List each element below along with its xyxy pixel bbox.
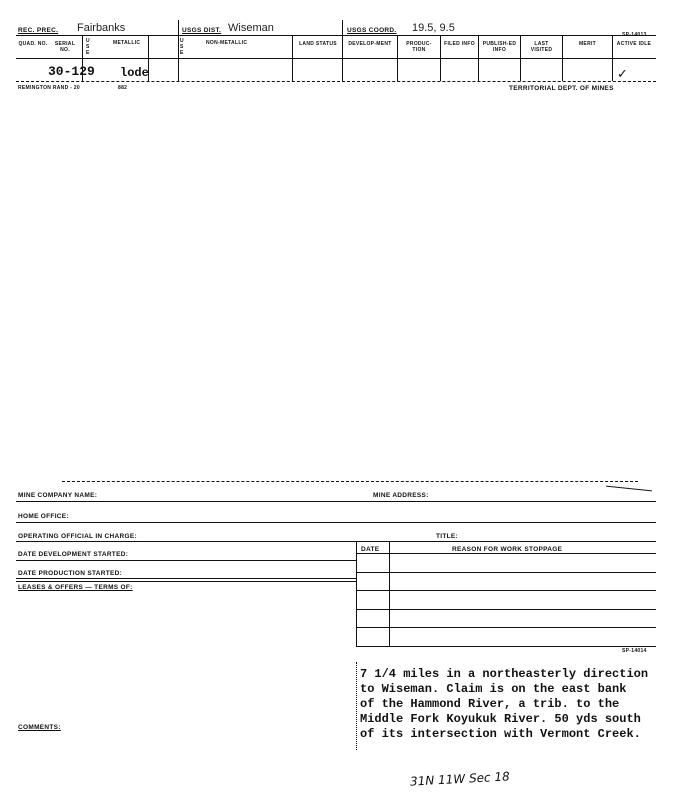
col-divider-visited xyxy=(562,35,563,81)
stoppage-row-rule-6 xyxy=(356,646,656,647)
home-office-label: HOME OFFICE: xyxy=(18,513,69,520)
active-check-mark: ✓ xyxy=(617,66,628,81)
rule-date-production-double xyxy=(16,581,356,582)
comments-block xyxy=(360,667,648,742)
serial-number-value: 30-129 xyxy=(48,64,95,79)
stoppage-row-rule-4 xyxy=(356,609,656,610)
stoppage-row-rule-2 xyxy=(356,572,656,573)
col-merit: MERIT xyxy=(578,41,597,47)
rule-date-production xyxy=(16,578,356,579)
header-divider-1 xyxy=(178,20,179,81)
col-metallic: METALLIC xyxy=(113,40,141,46)
printer-code: 882 xyxy=(118,85,128,91)
agency-name: TERRITORIAL DEPT. OF MINES xyxy=(509,85,614,92)
handwritten-location: 31N 11W Sec 18 xyxy=(409,769,511,789)
stoppage-table-divider xyxy=(389,541,390,646)
usgs-dist-label: USGS DIST. xyxy=(182,27,222,34)
col-quad-no: QUAD. NO. xyxy=(18,41,48,47)
stoppage-date-col: DATE xyxy=(361,546,380,553)
col-use-metallic: U S E xyxy=(86,38,90,56)
stoppage-table-left xyxy=(356,541,357,646)
comment-line: of its intersection with Vermont Creek. xyxy=(360,727,641,741)
comment-line: of the Hammond River, a trib. to the xyxy=(360,697,620,711)
col-development: DEVELOP-MENT xyxy=(348,41,392,47)
title-label: TITLE: xyxy=(436,533,459,540)
mine-address-label: MINE ADDRESS: xyxy=(373,492,429,499)
col-divider-land xyxy=(292,35,293,81)
leases-offers-label: LEASES & OFFERS — TERMS OF: xyxy=(18,584,133,591)
lower-top-dashed-rule xyxy=(62,481,638,482)
comment-line: Middle Fork Koyukuk River. 50 yds south xyxy=(360,712,641,726)
stoppage-row-rule-3 xyxy=(356,590,656,591)
header-rule-top xyxy=(16,35,656,36)
header-rule-bottom xyxy=(16,81,656,82)
col-serial-no: SERIAL NO. xyxy=(54,41,76,53)
operating-official-label: OPERATING OFFICIAL IN CHARGE: xyxy=(18,533,137,540)
col-non-metallic: NON-METALLIC xyxy=(206,40,248,46)
col-last-visited: LAST VISITED xyxy=(530,41,553,53)
lower-corner-mark xyxy=(606,486,652,492)
rec-prec-value: Fairbanks xyxy=(77,22,126,34)
header-divider-2 xyxy=(342,20,343,81)
usgs-coord-value: 19.5, 9.5 xyxy=(412,22,455,34)
comments-left-rule xyxy=(356,662,357,750)
usgs-dist-value: Wiseman xyxy=(228,22,274,34)
comment-line: 7 1/4 miles in a northeasterly direction xyxy=(360,667,649,681)
col-published-info: PUBLISH-ED INFO xyxy=(482,41,517,53)
col-land-status: LAND STATUS xyxy=(299,41,337,47)
date-development-label: DATE DEVELOPMENT STARTED: xyxy=(18,551,129,558)
rule-operating-official xyxy=(16,541,656,542)
col-divider-dev xyxy=(397,35,398,81)
form-number-bottom: SP-14014 xyxy=(622,648,647,654)
col-filed-info: FILED INFO xyxy=(444,41,475,47)
col-use-nonmetallic: U S E xyxy=(180,38,184,56)
col-production: PRODUC-TION xyxy=(406,41,432,53)
col-divider-prod xyxy=(440,35,441,81)
date-production-label: DATE PRODUCTION STARTED: xyxy=(18,570,123,577)
rule-home-office xyxy=(16,522,656,523)
printer-label: REMINGTON RAND - 20 xyxy=(18,85,81,91)
col-divider-filed xyxy=(478,35,479,81)
metallic-type-value: lode xyxy=(120,66,149,80)
stoppage-reason-col: REASON FOR WORK STOPPAGE xyxy=(452,546,563,553)
col-active-idle: ACTIVE IDLE xyxy=(616,41,652,47)
rec-prec-label: REC. PREC. xyxy=(18,27,59,34)
rule-date-development xyxy=(16,560,356,561)
col-divider-pub xyxy=(520,35,521,81)
usgs-coord-label: USGS COORD. xyxy=(347,27,397,34)
col-divider-merit xyxy=(612,35,613,81)
comments-label: COMMENTS: xyxy=(18,724,61,731)
form-number-top: SP-14013 xyxy=(622,32,647,38)
rule-mine-company xyxy=(16,501,656,502)
comment-line: to Wiseman. Claim is on the east bank xyxy=(360,682,627,696)
header-rule-mid xyxy=(16,58,656,59)
stoppage-row-rule-1 xyxy=(356,553,656,554)
mine-company-label: MINE COMPANY NAME: xyxy=(18,492,98,499)
stoppage-row-rule-5 xyxy=(356,627,656,628)
